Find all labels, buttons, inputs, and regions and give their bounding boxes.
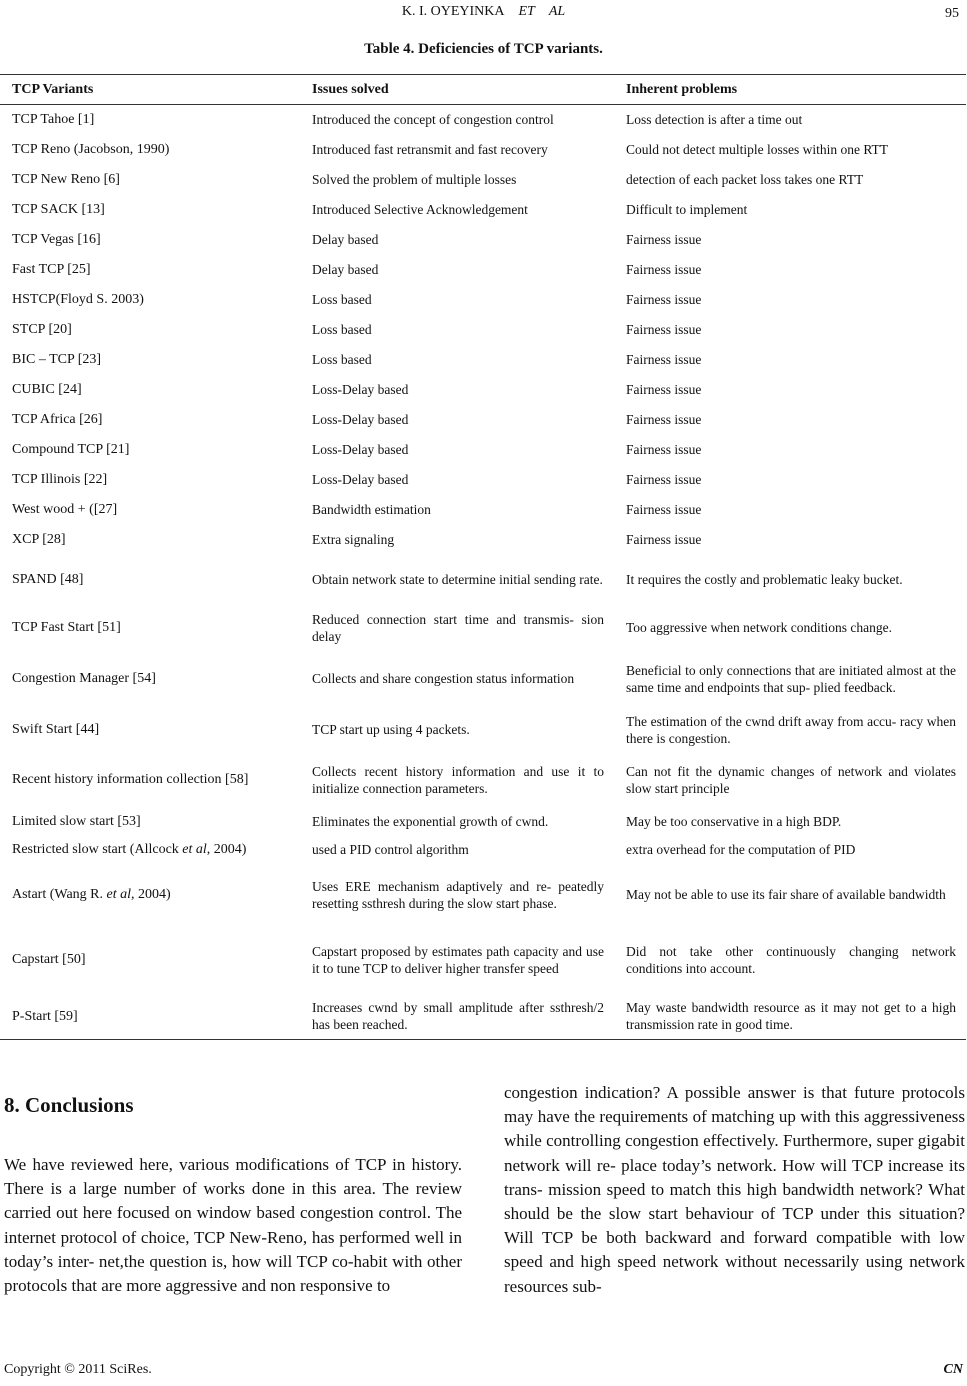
cell-tcp-variant: TCP Africa [26] — [12, 412, 103, 427]
table-row — [0, 807, 966, 836]
header-tcp-variants: TCP Variants — [0, 75, 300, 105]
cell-issues-solved: TCP start up using 4 packets. — [312, 722, 470, 737]
table-row — [0, 315, 966, 345]
variant-text: Restricted slow start (Allcock — [12, 842, 183, 857]
cell-inherent-problems: detection of each packet loss takes one RTT — [626, 172, 864, 187]
cell-issues-solved: Loss-Delay based — [312, 442, 409, 457]
cell-tcp-variant: Recent history information collection [58] — [12, 772, 249, 787]
table-row — [0, 555, 966, 605]
cell-tcp-variant: Swift Start [44] — [12, 722, 100, 737]
header-inherent-problems: Inherent problems — [614, 75, 966, 105]
cell-issues-solved: Loss based — [312, 322, 372, 337]
cell-inherent-problems: Fairness issue — [626, 292, 702, 307]
cell-tcp-variant — [0, 836, 300, 864]
cell-tcp-variant: Fast TCP [25] — [12, 262, 91, 277]
table-row — [0, 753, 966, 807]
cell-issues-solved: Collects recent history information and use it to initialize connection parameters. — [312, 763, 604, 796]
cell-inherent-problems: Could not detect multiple losses within one RTT — [626, 142, 889, 157]
body-text-left-column: We have reviewed here, various modifications of TCP in history. There is a large number of works done in this area. The review carried out here focused on window based congestion control. The internet protocol of choice, TCP New-Reno, has performed well in today’s inter- net,the question is, how will TCP co-habit with other protocols that are more aggressive and non responsive to — [4, 1155, 462, 1296]
cell-issues-solved: Introduced the concept of congestion control — [312, 112, 554, 128]
cell-tcp-variant: Limited slow start [53] — [12, 813, 141, 829]
table-row — [0, 225, 966, 255]
cell-tcp-variant: SPAND [48] — [12, 572, 84, 587]
cell-inherent-problems: Fairness issue — [626, 532, 702, 547]
page-number: 95 — [945, 6, 959, 21]
author-name: K. I. OYEYINKA — [401, 4, 505, 19]
cell-inherent-problems: Fairness issue — [626, 442, 702, 457]
cell-issues-solved: Delay based — [312, 262, 379, 277]
variant-text: , 2004) — [131, 887, 171, 902]
cell-issues-solved: Increases cwnd by small amplitude after ssthresh/2 has been reached. — [300, 994, 614, 1040]
cell-inherent-problems: Fairness issue — [626, 382, 702, 397]
table-row — [0, 195, 966, 225]
cell-inherent-problems: extra overhead for the computation of PID — [626, 842, 856, 857]
cell-issues-solved: Obtain network state to determine initial sending rate. — [312, 572, 603, 587]
table-header-row — [0, 75, 966, 105]
cell-issues-solved: Loss-Delay based — [312, 472, 409, 487]
table-row — [0, 285, 966, 315]
running-header — [0, 0, 967, 24]
cell-inherent-problems: Fairness issue — [626, 232, 702, 247]
cell-inherent-problems: Loss detection is after a time out — [626, 112, 803, 128]
cell-inherent-problems: Too aggressive when network conditions change. — [626, 620, 892, 635]
cell-inherent-problems: Beneficial to only connections that are initiated almost at the same time and endpoints that sup- plied feedback. — [626, 662, 956, 695]
cell-inherent-problems: Fairness issue — [626, 262, 702, 277]
table-row — [0, 165, 966, 195]
cell-issues-solved: Introduced Selective Acknowledgement — [312, 202, 528, 217]
cell-issues-solved: Loss based — [312, 292, 372, 307]
table-row — [0, 255, 966, 285]
et-text: ET — [518, 4, 535, 19]
cell-issues-solved: Collects and share congestion status information — [312, 671, 575, 686]
table-row — [0, 435, 966, 465]
table-row — [0, 525, 966, 555]
cell-issues-solved: Loss-Delay based — [312, 382, 409, 397]
table-row — [0, 994, 966, 1040]
cell-tcp-variant: TCP Fast Start [51] — [12, 620, 121, 635]
table-row — [0, 345, 966, 375]
cell-issues-solved: Eliminates the exponential growth of cwnd. — [312, 813, 549, 829]
body-text-right-column: congestion indication? A possible answer is that future protocols may have the requirements of matching up with this aggressiveness while controlling congestion effectively. Furthermore, super gigabit network will re- place today’s network. How will TCP increase its trans- mission speed to match this high bandwidth network? What should be the slow start behaviour of TCP under this situation? Will TCP be both backward and forward compatible with low speed and high speed network without necessarily using network resources sub- — [504, 1083, 965, 1296]
table-title: Table 4. Deficiencies of TCP variants. — [364, 41, 603, 57]
table-body — [0, 105, 966, 1040]
table-row — [0, 707, 966, 753]
cell-tcp-variant: CUBIC [24] — [12, 382, 82, 397]
footer-copyright: Copyright © 2011 SciRes. — [4, 1362, 152, 1377]
table-row — [0, 135, 966, 165]
cell-inherent-problems: Did not take other continuously changing network conditions into account. — [626, 943, 956, 976]
cell-tcp-variant: Compound TCP [21] — [12, 442, 130, 457]
footer-journal: CN — [943, 1362, 963, 1377]
variant-italic-text: et al — [182, 842, 207, 857]
variant-text: Astart (Wang R. — [12, 887, 107, 902]
cell-tcp-variant: TCP Vegas [16] — [12, 232, 101, 247]
variant-italic-text: et al — [106, 887, 132, 902]
cell-tcp-variant: Congestion Manager [54] — [12, 671, 156, 686]
cell-issues-solved: Loss-Delay based — [312, 412, 409, 427]
cell-issues-solved: Introduced fast retransmit and fast recovery — [312, 142, 548, 157]
cell-inherent-problems: Fairness issue — [626, 472, 702, 487]
section-title: 8. Conclusions — [4, 1093, 134, 1117]
al-text: AL — [548, 4, 566, 19]
cell-inherent-problems: Difficult to implement — [626, 202, 748, 217]
cell-issues-solved: Loss based — [312, 352, 372, 367]
cell-inherent-problems: Can not fit the dynamic changes of network and violates slow start principle — [626, 763, 956, 796]
variant-text: , 2004) — [206, 842, 247, 857]
cell-tcp-variant: TCP New Reno [6] — [12, 172, 120, 187]
cell-tcp-variant: TCP Tahoe [1] — [12, 112, 95, 128]
cell-inherent-problems: May be too conservative in a high BDP. — [626, 813, 842, 829]
table-row — [0, 465, 966, 495]
cell-tcp-variant: Capstart [50] — [12, 952, 86, 967]
cell-inherent-problems: Fairness issue — [626, 352, 702, 367]
table-row — [0, 605, 966, 651]
cell-inherent-problems: Fairness issue — [626, 322, 702, 337]
cell-tcp-variant: TCP SACK [13] — [12, 202, 105, 217]
header-issues-solved: Issues solved — [300, 75, 614, 105]
cell-inherent-problems: May waste bandwidth resource as it may not get to a high transmission rate in good time. — [614, 994, 966, 1040]
cell-tcp-variant: West wood + ([27] — [12, 502, 118, 517]
table-row — [0, 105, 966, 135]
cell-tcp-variant: TCP Reno (Jacobson, 1990) — [12, 142, 170, 157]
cell-tcp-variant: TCP Illinois [22] — [12, 472, 108, 487]
cell-issues-solved: Extra signaling — [312, 532, 395, 547]
table-row — [0, 405, 966, 435]
deficiencies-table — [0, 74, 966, 1040]
cell-tcp-variant: BIC – TCP [23] — [12, 352, 102, 367]
running-head-authors — [0, 4, 967, 20]
cell-inherent-problems: Fairness issue — [626, 412, 702, 427]
cell-issues-solved: Bandwidth estimation — [312, 502, 431, 517]
cell-issues-solved: Capstart proposed by estimates path capacity and use it to tune TCP to deliver higher transfer speed — [312, 943, 604, 976]
cell-issues-solved: used a PID control algorithm — [312, 842, 469, 857]
cell-issues-solved: Delay based — [312, 232, 379, 247]
cell-inherent-problems: The estimation of the cwnd drift away from accu- racy when there is congestion. — [626, 713, 956, 746]
cell-inherent-problems: May not be able to use its fair share of available bandwidth — [626, 887, 946, 902]
cell-tcp-variant: P-Start [59] — [0, 994, 300, 1040]
cell-tcp-variant: XCP [28] — [12, 532, 66, 547]
cell-tcp-variant: STCP [20] — [12, 322, 72, 337]
cell-tcp-variant — [0, 864, 300, 926]
cell-issues-solved: Uses ERE mechanism adaptively and re- peatedly resetting ssthresh during the slow start phase. — [312, 878, 604, 911]
cell-inherent-problems: Fairness issue — [626, 502, 702, 517]
table-row — [0, 651, 966, 707]
table-container — [0, 74, 966, 1040]
cell-issues-solved: Reduced connection start time and transmis- sion delay — [312, 611, 604, 644]
cell-issues-solved: Solved the problem of multiple losses — [312, 172, 517, 187]
table-row — [0, 375, 966, 405]
table-row — [0, 495, 966, 525]
cell-inherent-problems: It requires the costly and problematic leaky bucket. — [626, 572, 903, 587]
table-row — [0, 864, 966, 926]
table-row — [0, 926, 966, 994]
table-row — [0, 836, 966, 864]
cell-tcp-variant: HSTCP(Floyd S. 2003) — [12, 292, 144, 307]
